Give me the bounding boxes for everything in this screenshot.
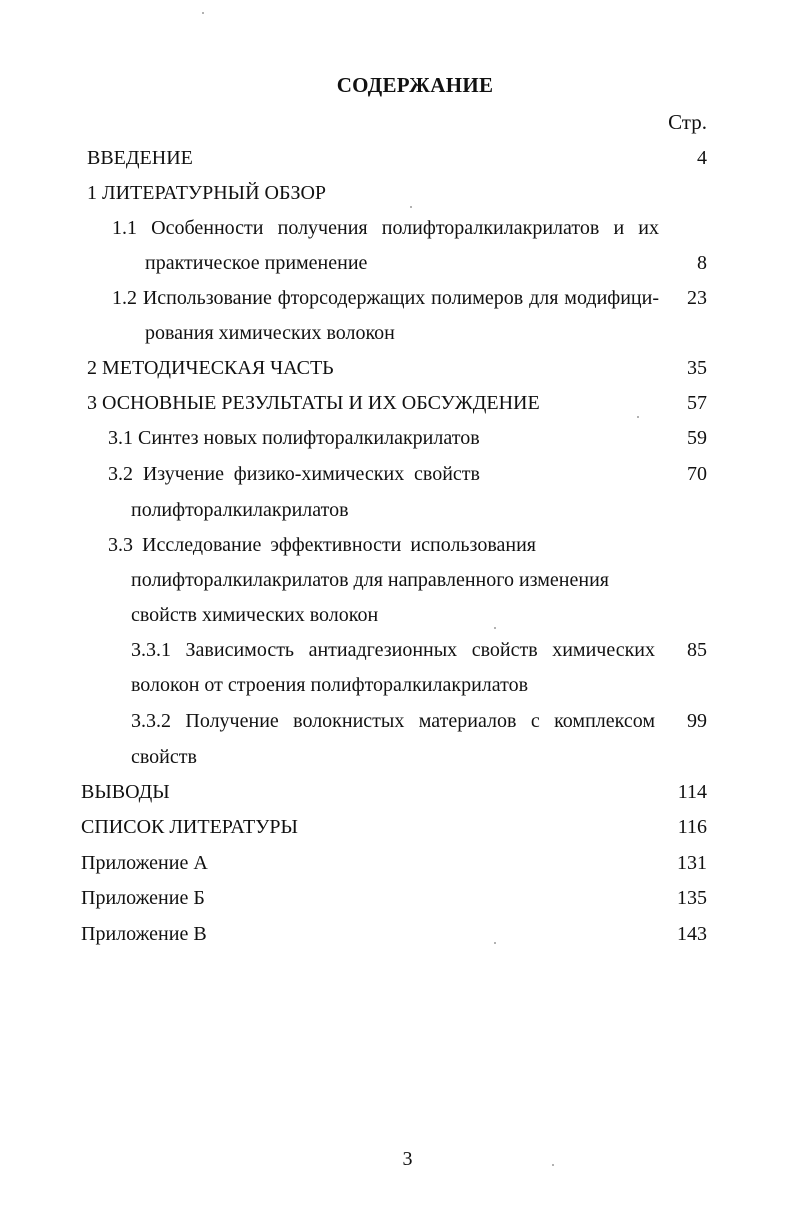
toc-page-chapter-2: 35 (687, 357, 707, 379)
toc-page-3-3-1: 85 (687, 639, 707, 661)
toc-entry-chapter-1: 1 ЛИТЕРАТУРНЫЙ ОБЗОР (87, 182, 327, 204)
toc-entry-3-3-cont-2: свойств химических волокон (131, 604, 379, 626)
scan-speck (637, 416, 639, 418)
toc-page-3-1: 59 (687, 427, 707, 449)
toc-page-1-2: 23 (687, 287, 707, 309)
toc-page-appendix-v: 143 (677, 923, 707, 945)
toc-entry-appendix-v: Приложение В (81, 923, 207, 945)
page-title: СОДЕРЖАНИЕ (336, 73, 494, 97)
toc-entry-3-1: 3.1 Синтез новых полифторалкилакрилатов (108, 427, 480, 449)
toc-entry-3-3: 3.3 Исследование эффективности использования (108, 534, 536, 556)
scan-speck (202, 12, 204, 14)
toc-entry-1-1: 1.1 Особенности получения полифторалкилакрилатов и их (112, 217, 659, 239)
toc-entry-1-2: 1.2 Использование фторсодержащих полимеров для модифици- (112, 287, 659, 309)
toc-entry-chapter-2: 2 МЕТОДИЧЕСКАЯ ЧАСТЬ (87, 357, 334, 379)
scan-speck (410, 206, 412, 208)
toc-entry-chapter-3: 3 ОСНОВНЫЕ РЕЗУЛЬТАТЫ И ИХ ОБСУЖДЕНИЕ (87, 392, 540, 414)
toc-entry-1-1-cont: практическое применение (145, 252, 368, 274)
toc-entry-3-3-2-cont: свойств (131, 746, 197, 768)
footer-page-number: 3 (402, 1148, 413, 1170)
toc-page-conclusions: 114 (677, 781, 707, 803)
toc-page-appendix-b: 135 (677, 887, 707, 909)
toc-entry-conclusions: ВЫВОДЫ (81, 781, 170, 803)
toc-entry-references: СПИСОК ЛИТЕРАТУРЫ (81, 816, 298, 838)
toc-page-intro: 4 (697, 147, 707, 169)
toc-entry-1-2-cont: рования химических волокон (145, 322, 395, 344)
toc-page-3-3-2: 99 (687, 710, 707, 732)
toc-entry-appendix-b: Приложение Б (81, 887, 205, 909)
toc-entry-appendix-a: Приложение А (81, 852, 208, 874)
scan-speck (552, 1164, 554, 1166)
scan-speck (494, 942, 496, 944)
toc-page-chapter-3: 57 (687, 392, 707, 414)
toc-entry-intro: ВВЕДЕНИЕ (87, 147, 193, 169)
scan-speck (494, 627, 496, 629)
toc-entry-3-2-cont: полифторалкилакрилатов (131, 499, 349, 521)
toc-entry-3-3-2: 3.3.2 Получение волокнистых материалов с комплексом (131, 710, 655, 732)
toc-entry-3-3-1-cont: волокон от строения полифторалкилакрилатов (131, 674, 529, 696)
page-column-label: Стр. (668, 110, 707, 134)
toc-entry-3-3-cont-1: полифторалкилакрилатов для направленного изменения (131, 569, 609, 591)
toc-page-appendix-a: 131 (677, 852, 707, 874)
toc-page-1-1: 8 (697, 252, 707, 274)
toc-entry-3-3-1: 3.3.1 Зависимость антиадгезионных свойств химических (131, 639, 655, 661)
toc-page-references: 116 (677, 816, 707, 838)
toc-entry-3-2: 3.2 Изучение физико-химических свойств (108, 463, 480, 485)
toc-page-3-2: 70 (687, 463, 707, 485)
